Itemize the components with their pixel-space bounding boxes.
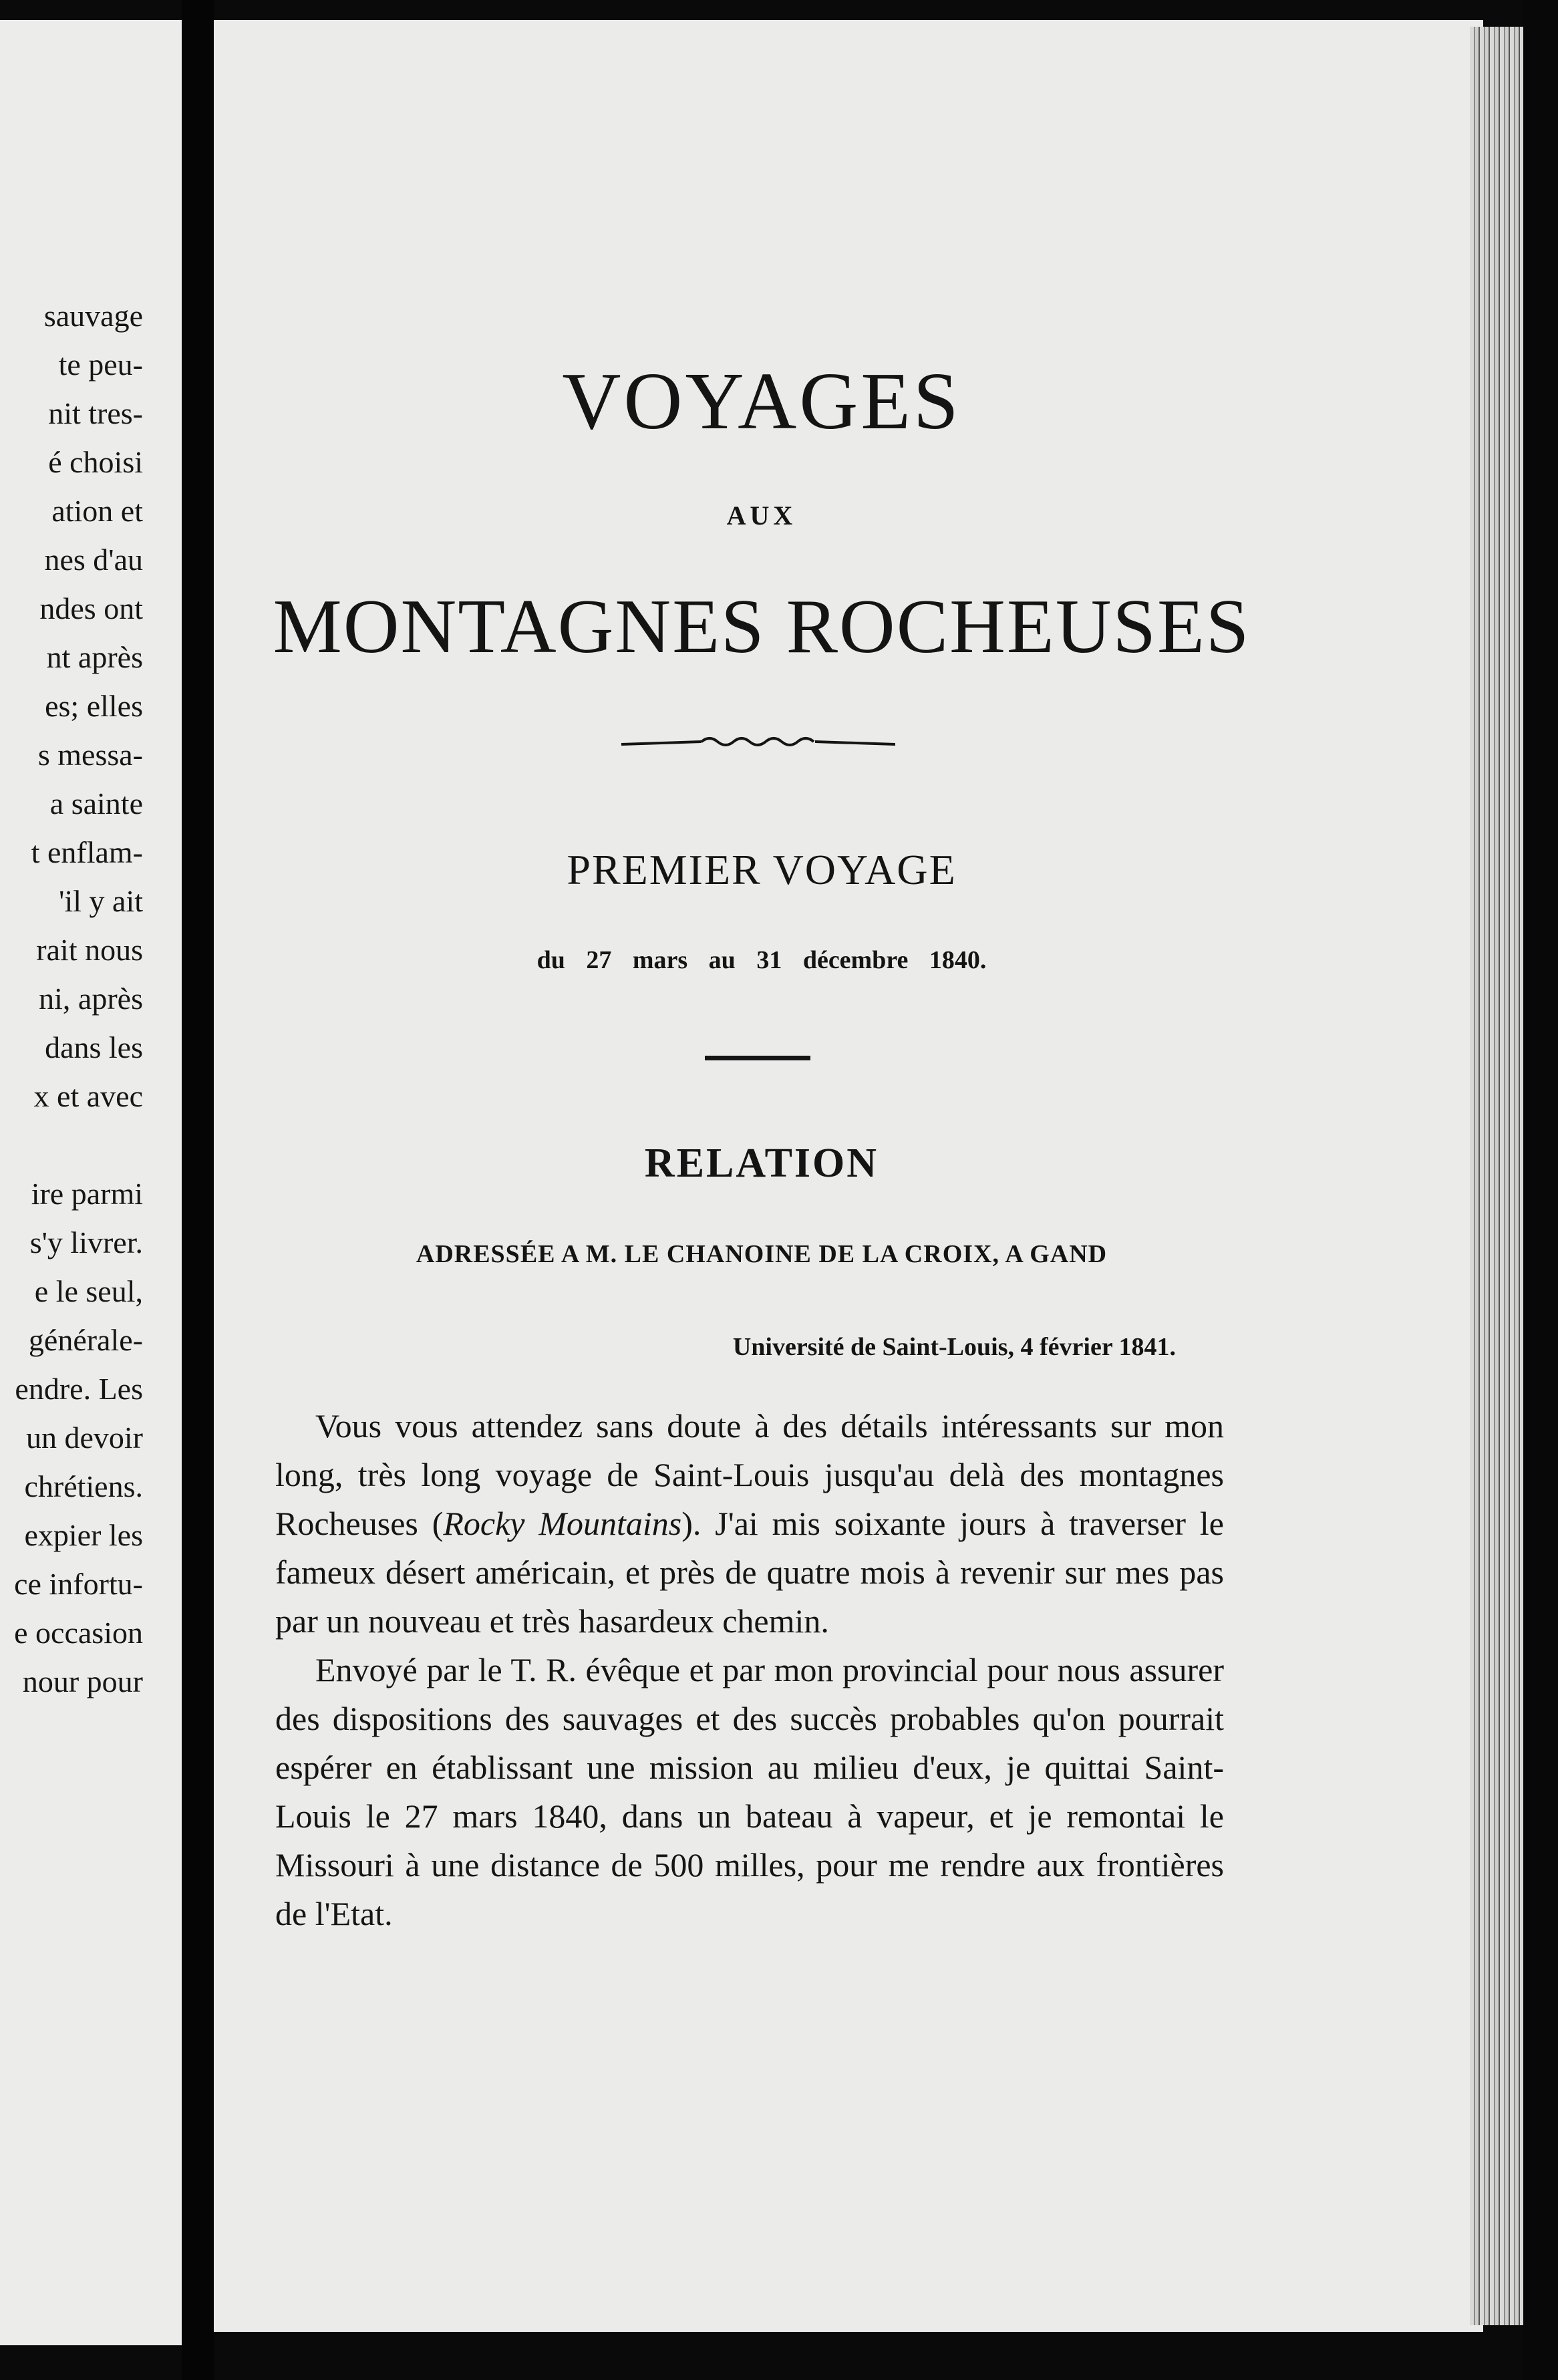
paragraph-2: Envoyé par le T. R. évêque et par mon provincial pour nous assurer des dispositions des sauvages et des succès probables qu'on pourrait espérer en établissant une mission au milieu d'eux, je quittai Saint-Louis le 27 mars 1840, dans un bateau à vapeur, et je remontai le Missouri à une distance de 500 milles, pour me rendre aux frontières de l'Etat. — [275, 1651, 1224, 1932]
left-page-line: x et avec — [33, 1079, 143, 1113]
left-page-line: 'il y ait — [59, 884, 143, 918]
paragraph-1-italic: Rocky Mountains — [443, 1505, 682, 1542]
title-voyages: VOYAGES — [562, 356, 961, 446]
relation-heading: RELATION — [644, 1141, 879, 1186]
left-page-line: é choisi — [48, 445, 143, 479]
paragraph-1-text-a: Vous vous attendez sans doute à des détails intéressants sur mon long, très long voyage de Saint-Louis jusqu'au delà des montagnes Rocheuses ( — [275, 1407, 1224, 1542]
addressee-line: ADRESSÉE A M. LE CHANOINE DE LA CROIX, A GAND — [416, 1240, 1108, 1268]
left-page-line: chrétiens. — [24, 1469, 143, 1503]
premier-voyage-heading: PREMIER VOYAGE — [567, 846, 957, 893]
left-page-line: te peu- — [58, 347, 143, 382]
left-page-fragment — [0, 20, 182, 2345]
left-page-line: e occasion — [14, 1616, 143, 1650]
left-page-line: nt après — [46, 640, 143, 674]
left-page-line: générale- — [28, 1323, 143, 1357]
left-page-line: ndes ont — [39, 591, 143, 625]
left-page-line: dans les — [45, 1030, 143, 1064]
left-page-line: expier les — [24, 1518, 143, 1552]
left-page-line: e le seul, — [34, 1274, 143, 1308]
left-page-line: nit tres- — [48, 396, 143, 430]
page-edges — [1470, 27, 1523, 2325]
left-page-line: es; elles — [45, 689, 143, 723]
left-page-line: t enflam- — [31, 835, 143, 869]
body-text — [275, 1402, 1224, 1938]
right-margin-dark — [1523, 0, 1558, 2380]
paragraph-1 — [275, 1402, 1224, 1646]
left-page-line: rait nous — [36, 933, 143, 967]
left-page-line: ce infortu- — [14, 1567, 143, 1601]
left-page-line: s messa- — [37, 738, 143, 772]
left-page-line: endre. Les — [15, 1372, 143, 1406]
left-page-line: un devoir — [25, 1421, 143, 1455]
title-aux: AUX — [726, 500, 797, 531]
left-page-line: nour pour — [22, 1664, 143, 1698]
left-page-line: ni, après — [39, 982, 143, 1016]
left-page-line: nes d'au — [44, 543, 143, 577]
short-rule — [705, 1056, 810, 1060]
left-page-line: sauvage — [43, 299, 143, 333]
left-page-line: a sainte — [49, 786, 143, 821]
book-gutter — [182, 0, 214, 2380]
title-montagnes-rocheuses: MONTAGNES ROCHEUSES — [273, 584, 1251, 670]
ornament-divider — [621, 730, 895, 756]
left-page-line: ire parmi — [31, 1177, 143, 1211]
voyage-dates: du 27 mars au 31 décembre 1840. — [536, 946, 987, 974]
paragraph-1-text-b: ). J'ai mis soixante jours à traverser le fameux désert américain, et près de quatre mois à revenir sur mes pas par un nouveau et très hasardeux chemin. — [275, 1505, 1224, 1640]
left-page-line: ation et — [51, 494, 143, 528]
left-page-line: s'y livrer. — [29, 1225, 143, 1259]
dateline: Université de Saint-Louis, 4 février 1841. — [732, 1333, 1176, 1361]
